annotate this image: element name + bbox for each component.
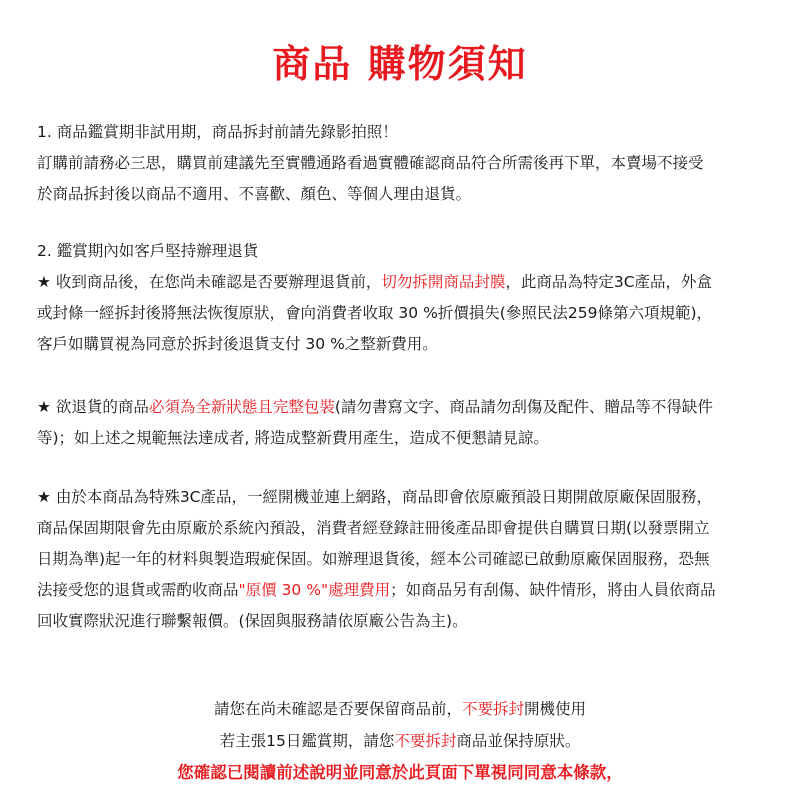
section2-line1-warning: 切勿拆開商品封膜 bbox=[381, 273, 506, 291]
footer-line1-text-b: 開機使用 bbox=[524, 700, 587, 718]
section-appreciation-period bbox=[37, 117, 772, 210]
section4-line4 bbox=[37, 575, 772, 606]
section3-line1-warning: 必須為全新狀態且完整包裝 bbox=[148, 398, 335, 416]
section1-line3: 於商品拆封後以商品不適用、不喜歡、顏色、等個人理由退貨。 bbox=[37, 185, 472, 203]
section4-line4-fee: "原價 30 %"處理費用 bbox=[238, 581, 391, 599]
section2-line2: 或封條一經拆封後將無法恢復原狀，會向消費者收取 30 %折價損失(參照民法259條第六項規範)， bbox=[37, 304, 712, 322]
section4-line4-text-b: ；如商品另有刮傷、缺件情形，將由人員依商品 bbox=[390, 581, 716, 599]
footer-notice bbox=[0, 693, 800, 789]
section-warranty bbox=[37, 482, 772, 637]
page-title: 商品 購物須知 bbox=[272, 42, 528, 86]
footer-line1 bbox=[0, 693, 800, 725]
section4-line2: 商品保固期限會先由原廠於系統內預設，消費者經登錄註冊後產品即會提供自購買日期(以發票開立 bbox=[37, 519, 710, 537]
footer-line1-text-a: 請您在尚未確認是否要保留商品前， bbox=[213, 700, 462, 718]
section2-heading: 2. 鑑賞期內如客戶堅持辦理退貨 bbox=[37, 242, 259, 260]
section2-line3: 客戶如購買視為同意於拆封後退貨支付 30 %之整新費用。 bbox=[37, 335, 438, 353]
footer-line2 bbox=[0, 725, 800, 757]
section-return-insistence bbox=[37, 236, 772, 360]
footer-line2-text-b: 商品並保持原狀。 bbox=[456, 732, 581, 750]
footer-line1-warning: 不要拆封 bbox=[461, 700, 524, 718]
section3-line1-text-b: (請勿書寫文字、商品請勿刮傷及配件、贈品等不得缺件 bbox=[334, 398, 713, 416]
section3-line1 bbox=[37, 392, 772, 423]
section4-line5: 回收實際狀況進行聯繫報價。(保固與服務請依原廠公告為主)。 bbox=[37, 612, 468, 630]
section2-line1-text-b: ，此商品為特定3C產品，外盒 bbox=[505, 273, 713, 291]
footer-line2-warning: 不要拆封 bbox=[394, 732, 457, 750]
section4-line3: 日期為準)起一年的材料與製造瑕疵保固。如辦理退貨後，經本公司確認已啟動原廠保固服務，恐無 bbox=[37, 550, 710, 568]
section1-line2: 訂購前請務必三思，購買前建議先至實體通路看過實體確認商品符合所需後再下單，本賣場不接受 bbox=[37, 154, 704, 172]
section1-line1: 1. 商品鑑賞期非試用期，商品拆封前請先錄影拍照！ bbox=[37, 123, 398, 141]
footer-agreement: 您確認已閱讀前述說明並同意於此頁面下單視同同意本條款， bbox=[177, 763, 623, 782]
section4-line1: ★ 由於本商品為特殊3C產品，一經開機並連上網路，商品即會依原廠預設日期開啟原廠保固服務， bbox=[37, 488, 713, 506]
section3-line2: 等)；如上述之規範無法達成者, 將造成整新費用產生，造成不便懇請見諒。 bbox=[37, 429, 549, 447]
section2-line1 bbox=[37, 267, 772, 298]
section4-line4-text-a: 法接受您的退貨或需酌收商品 bbox=[37, 581, 239, 599]
footer-line2-text-a: 若主張15日鑑賞期，請您 bbox=[219, 732, 395, 750]
section-return-condition bbox=[37, 392, 772, 454]
section2-line1-text-a: ★ 收到商品後，在您尚未確認是否要辦理退貨前， bbox=[37, 273, 382, 291]
section3-line1-text-a: ★ 欲退貨的商品 bbox=[37, 398, 149, 416]
